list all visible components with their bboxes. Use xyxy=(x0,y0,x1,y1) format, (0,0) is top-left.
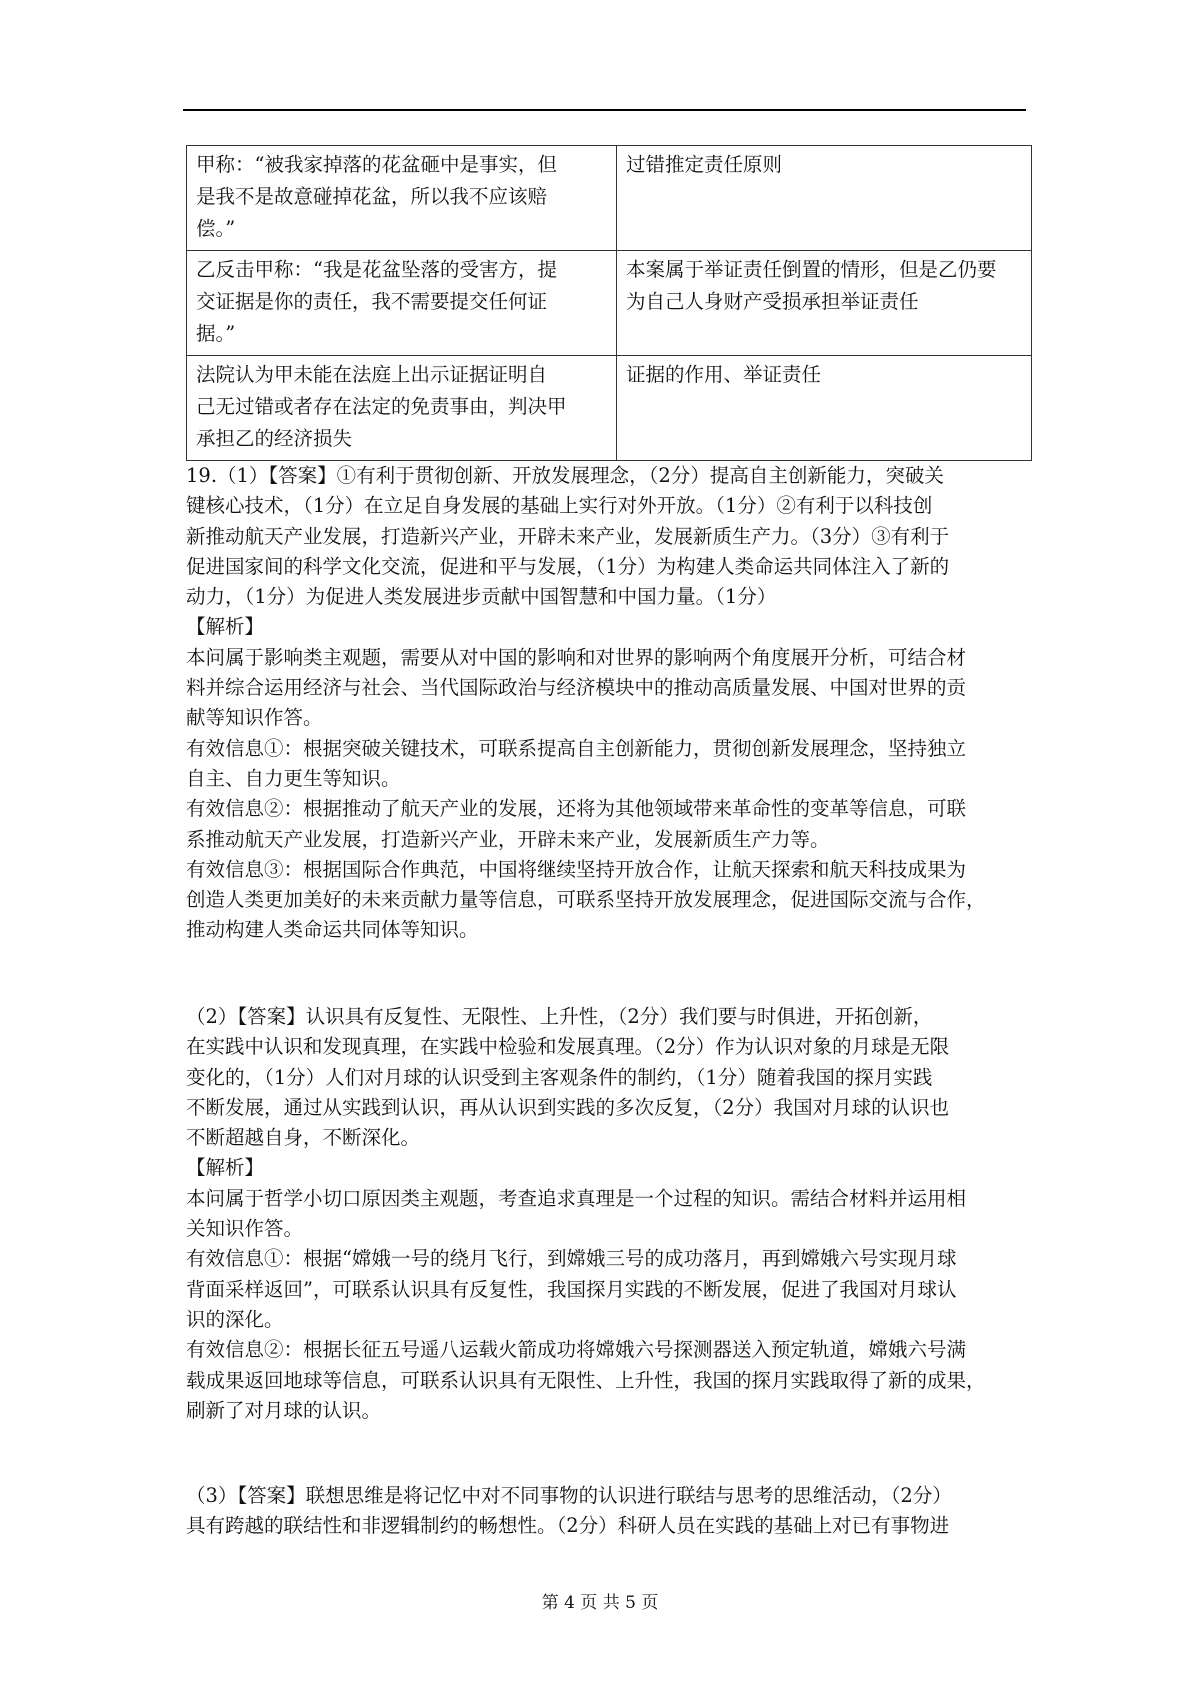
analysis-line: 识的深化。 xyxy=(186,1307,284,1331)
q19-1-answer xyxy=(186,461,1032,612)
q19-1-analysis-heading: 【解析】 xyxy=(186,615,265,639)
q19-3-answer xyxy=(186,1481,1032,1542)
analysis-line: 推动构建人类命运共同体等知识。 xyxy=(186,918,479,942)
cell-text-line: 偿。” xyxy=(196,217,236,240)
answer-line: 具有跨越的联结性和非逻辑制约的畅想性。（2分）科研人员在实践的基础上对已有事物进 xyxy=(186,1514,950,1538)
cell-text-line: 承担乙的经济损失 xyxy=(196,427,353,450)
q19-2-answer xyxy=(186,1002,1032,1153)
table-cell-statement xyxy=(187,146,617,251)
q19-part1 xyxy=(186,461,1032,946)
analysis-line: 有效信息③：根据国际合作典范，中国将继续坚持开放合作，让航天探索和航天科技成果为 xyxy=(186,857,967,881)
table-cell-statement xyxy=(187,356,617,461)
analysis-line: 自主、自力更生等知识。 xyxy=(186,766,401,790)
analysis-line: 本问属于影响类主观题，需要从对中国的影响和对世界的影响两个角度展开分析，可结合材 xyxy=(186,645,967,669)
cell-text-line: 甲称：“被我家掉落的花盆砸中是事实，但 xyxy=(196,153,557,176)
analysis-line: 有效信息②：根据推动了航天产业的发展，还将为其他领域带来革命性的变革等信息，可联 xyxy=(186,797,967,821)
analysis-line: 背面采样返回”，可联系认识具有反复性，我国探月实践的不断发展，促进了我国对月球认 xyxy=(186,1277,957,1301)
answer-line: 变化的，（1分）人们对月球的认识受到主客观条件的制约，（1分）随着我国的探月实践 xyxy=(186,1065,933,1089)
analysis-line: 创造人类更加美好的未来贡献力量等信息，可联系坚持开放发展理念，促进国际交流与合作， xyxy=(186,888,986,912)
answer-line: （2）【答案】认识具有反复性、无限性、上升性，（2分）我们要与时俱进，开拓创新， xyxy=(186,1005,933,1028)
cell-text-line: 乙反击甲称：“我是花盆坠落的受害方，提 xyxy=(196,258,557,281)
cell-text-line: 过错推定责任原则 xyxy=(626,153,783,176)
analysis-line: 刷新了对月球的认识。 xyxy=(186,1398,382,1422)
analysis-line: 本问属于哲学小切口原因类主观题，考查追求真理是一个过程的知识。需结合材料并运用相 xyxy=(186,1186,967,1210)
analysis-line: 料并综合运用经济与社会、当代国际政治与经济模块中的推动高质量发展、中国对世界的贡 xyxy=(186,676,967,700)
cell-text-line: 据。” xyxy=(196,322,236,345)
table-cell-principle xyxy=(617,356,1032,461)
answer-table-body xyxy=(187,146,1032,461)
answer-line: （3）【答案】联想思维是将记忆中对不同事物的认识进行联结与思考的思维活动，（2分） xyxy=(186,1484,952,1507)
table-row xyxy=(187,146,1032,251)
answer-line: 不断发展，通过从实践到认识，再从认识到实践的多次反复，（2分）我国对月球的认识也 xyxy=(186,1095,950,1119)
header-rule xyxy=(183,109,1026,111)
analysis-line: 关知识作答。 xyxy=(186,1217,304,1241)
analysis-line: 有效信息①：根据“嫦娥一号的绕月飞行，到嫦娥三号的成功落月，再到嫦娥六号实现月球 xyxy=(186,1247,957,1271)
cell-text-line: 证据的作用、举证责任 xyxy=(626,363,822,386)
cell-text-line: 交证据是你的责任，我不需要提交任何证 xyxy=(196,290,548,313)
answer-line: 在实践中认识和发现真理，在实践中检验和发展真理。（2分）作为认识对象的月球是无限 xyxy=(186,1035,950,1059)
table-cell-principle xyxy=(617,146,1032,251)
answer-line: 促进国家间的科学文化交流，促进和平与发展，（1分）为构建人类命运共同体注入了新的 xyxy=(186,554,950,578)
cell-text-line: 法院认为甲未能在法庭上出示证据证明自 xyxy=(196,363,548,386)
cell-text-line: 本案属于举证责任倒置的情形，但是乙仍要 xyxy=(626,258,997,281)
analysis-line: 载成果返回地球等信息，可联系认识具有无限性、上升性，我国的探月实践取得了新的成果， xyxy=(186,1368,986,1392)
page-footer: 第 4 页 共 5 页 xyxy=(541,1593,659,1613)
answer-table xyxy=(186,145,1032,461)
analysis-line: 有效信息①：根据突破关键技术，可联系提高自主创新能力，贯彻创新发展理念，坚持独立 xyxy=(186,736,967,760)
answer-line: 动力，（1分）为促进人类发展进步贡献中国智慧和中国力量。（1分） xyxy=(186,585,777,609)
table-cell-principle xyxy=(617,251,1032,356)
table-row xyxy=(187,356,1032,461)
q19-2-analysis xyxy=(186,1184,1032,1426)
analysis-line: 献等知识作答。 xyxy=(186,706,323,730)
analysis-line: 有效信息②：根据长征五号遥八运载火箭成功将嫦娥六号探测器送入预定轨道，嫦娥六号满 xyxy=(186,1338,967,1362)
table-cell-statement xyxy=(187,251,617,356)
cell-text-line: 为自己人身财产受损承担举证责任 xyxy=(626,290,919,313)
answer-line: 新推动航天产业发展，打造新兴产业，开辟未来产业，发展新质生产力。（3分）③有利于 xyxy=(186,524,950,548)
q19-part3 xyxy=(186,1481,1032,1542)
q19-2-analysis-heading: 【解析】 xyxy=(186,1156,265,1180)
answer-line: 19.（1）【答案】①有利于贯彻创新、开放发展理念，（2分）提高自主创新能力，突破关 xyxy=(186,464,944,487)
answer-line: 键核心技术，（1分）在立足自身发展的基础上实行对外开放。（1分）②有利于以科技创 xyxy=(186,494,933,518)
q19-1-analysis xyxy=(186,643,1032,946)
cell-text-line: 是我不是故意碰掉花盆，所以我不应该赔 xyxy=(196,185,548,208)
cell-text-line: 己无过错或者存在法定的免责事由，判决甲 xyxy=(196,395,567,418)
table-row xyxy=(187,251,1032,356)
analysis-line: 系推动航天产业发展，打造新兴产业，开辟未来产业，发展新质生产力等。 xyxy=(186,827,830,851)
answer-line: 不断超越自身，不断深化。 xyxy=(186,1126,421,1150)
q19-part2 xyxy=(186,1002,1032,1426)
